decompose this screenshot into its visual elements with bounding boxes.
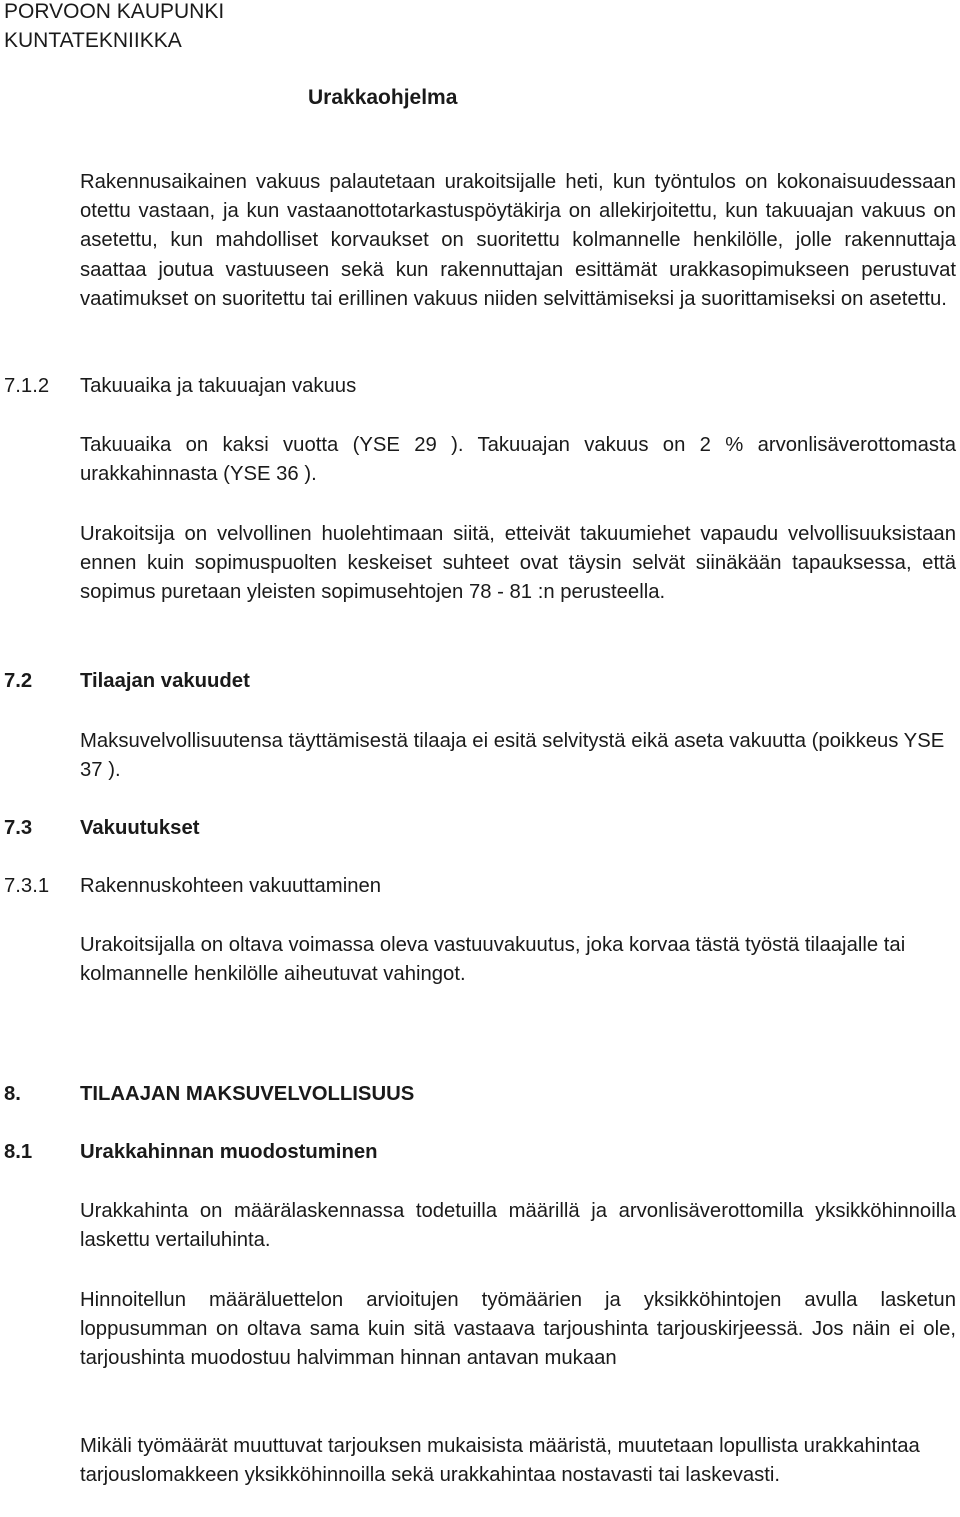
section-title: Takuuaika ja takuuajan vakuus (80, 375, 357, 397)
paragraph-takuumiehet: Urakoitsija on velvollinen huolehtimaan siitä, etteivät takuumiehet vapaudu velvollisuuksistaan ennen kuin sopimuspuolten keskeiset suhteet ovat täysin selvät siinäkään tapauksessa, että sopimus puretaan yleisten sopimusehtojen 78 - 81 :n perusteella. (80, 523, 956, 604)
paragraph-tyomaarat-muuttuvat: Mikäli työmäärät muuttuvat tarjouksen mukaisista määristä, muutetaan lopullista urakkahintaa tarjouslomakkeen yksikköhinnoilla sekä urakkahintaa nostavasti tai laskevasti. (80, 1435, 920, 1487)
paragraph-vastuuvakuutus: Urakoitsijalla on oltava voimassa oleva vastuuvakuutus, joka korvaa tästä työstä tilaajalle tai kolmannelle henkilölle aiheutuvat vahingot. (80, 934, 906, 986)
section-title: TILAAJAN MAKSUVELVOLLISUUS (80, 1083, 415, 1105)
section-title: Rakennuskohteen vakuuttaminen (80, 875, 382, 897)
document-title: Urakkaohjelma (308, 86, 458, 109)
section-title: Tilaajan vakuudet (80, 670, 250, 692)
section-heading-8 (4, 1080, 414, 1109)
section-number: 7.3 (4, 817, 33, 839)
section-heading-7-3 (4, 814, 199, 843)
paragraph-tilaajan-vakuudet: Maksuvelvollisuutensa täyttämisestä tilaaja ei esitä selvitystä eikä aseta vakuutta (poikkeus YSE 37 ). (80, 730, 945, 782)
section-number: 8.1 (4, 1141, 33, 1163)
section-number: 7.2 (4, 670, 33, 692)
section-heading-7-3-1 (4, 872, 381, 901)
section-heading-8-1 (4, 1138, 378, 1167)
section-number: 8. (4, 1083, 21, 1105)
organization-name: PORVOON KAUPUNKI (4, 0, 225, 23)
section-title: Vakuutukset (80, 817, 200, 839)
section-heading-7-2 (4, 667, 250, 696)
section-heading-7-1-2 (4, 372, 356, 401)
section-title: Urakkahinnan muodostuminen (80, 1141, 378, 1163)
intro-paragraph: Rakennusaikainen vakuus palautetaan urakoitsijalle heti, kun työntulos on kokonaisuudessaan otettu vastaan, ja kun vastaanottotarkastuspöytäkirja on allekirjoitettu, kun takuuajan vakuus on asetettu, kun mahdolliset korvaukset on suoritettu kolmannelle henkilölle, jolle rakennuttaja saattaa joutua vastuuseen sekä kun rakennuttajan esittämät urakkasopimukseen perustuvat vaatimukset on suoritettu tai erillinen vakuus niiden selvittämiseksi ja suorittamiseksi on asetettu. (80, 171, 956, 310)
section-number: 7.1.2 (4, 375, 50, 397)
paragraph-takuuaika: Takuuaika on kaksi vuotta (YSE 29 ). Takuuajan vakuus on 2 % arvonlisäverottomasta urakkahinnasta (YSE 36 ). (80, 434, 956, 486)
paragraph-urakkahinta: Urakkahinta on määrälaskennassa todetuilla määrillä ja arvonlisäverottomilla yksikköhinnoilla laskettu vertailuhinta. (80, 1200, 956, 1252)
department-name: KUNTATEKNIIKKA (4, 29, 182, 52)
paragraph-hinnoiteltu-maaraluettelo: Hinnoitellun määräluettelon arvioitujen työmäärien ja yksikköhintojen avulla lasketun loppusumman on oltava sama kuin sitä vastaava tarjoushinta tarjouskirjeessä. Jos näin ei ole, tarjoushinta muodostuu halvimman hinnan antavan mukaan (80, 1289, 956, 1370)
section-number: 7.3.1 (4, 875, 50, 897)
